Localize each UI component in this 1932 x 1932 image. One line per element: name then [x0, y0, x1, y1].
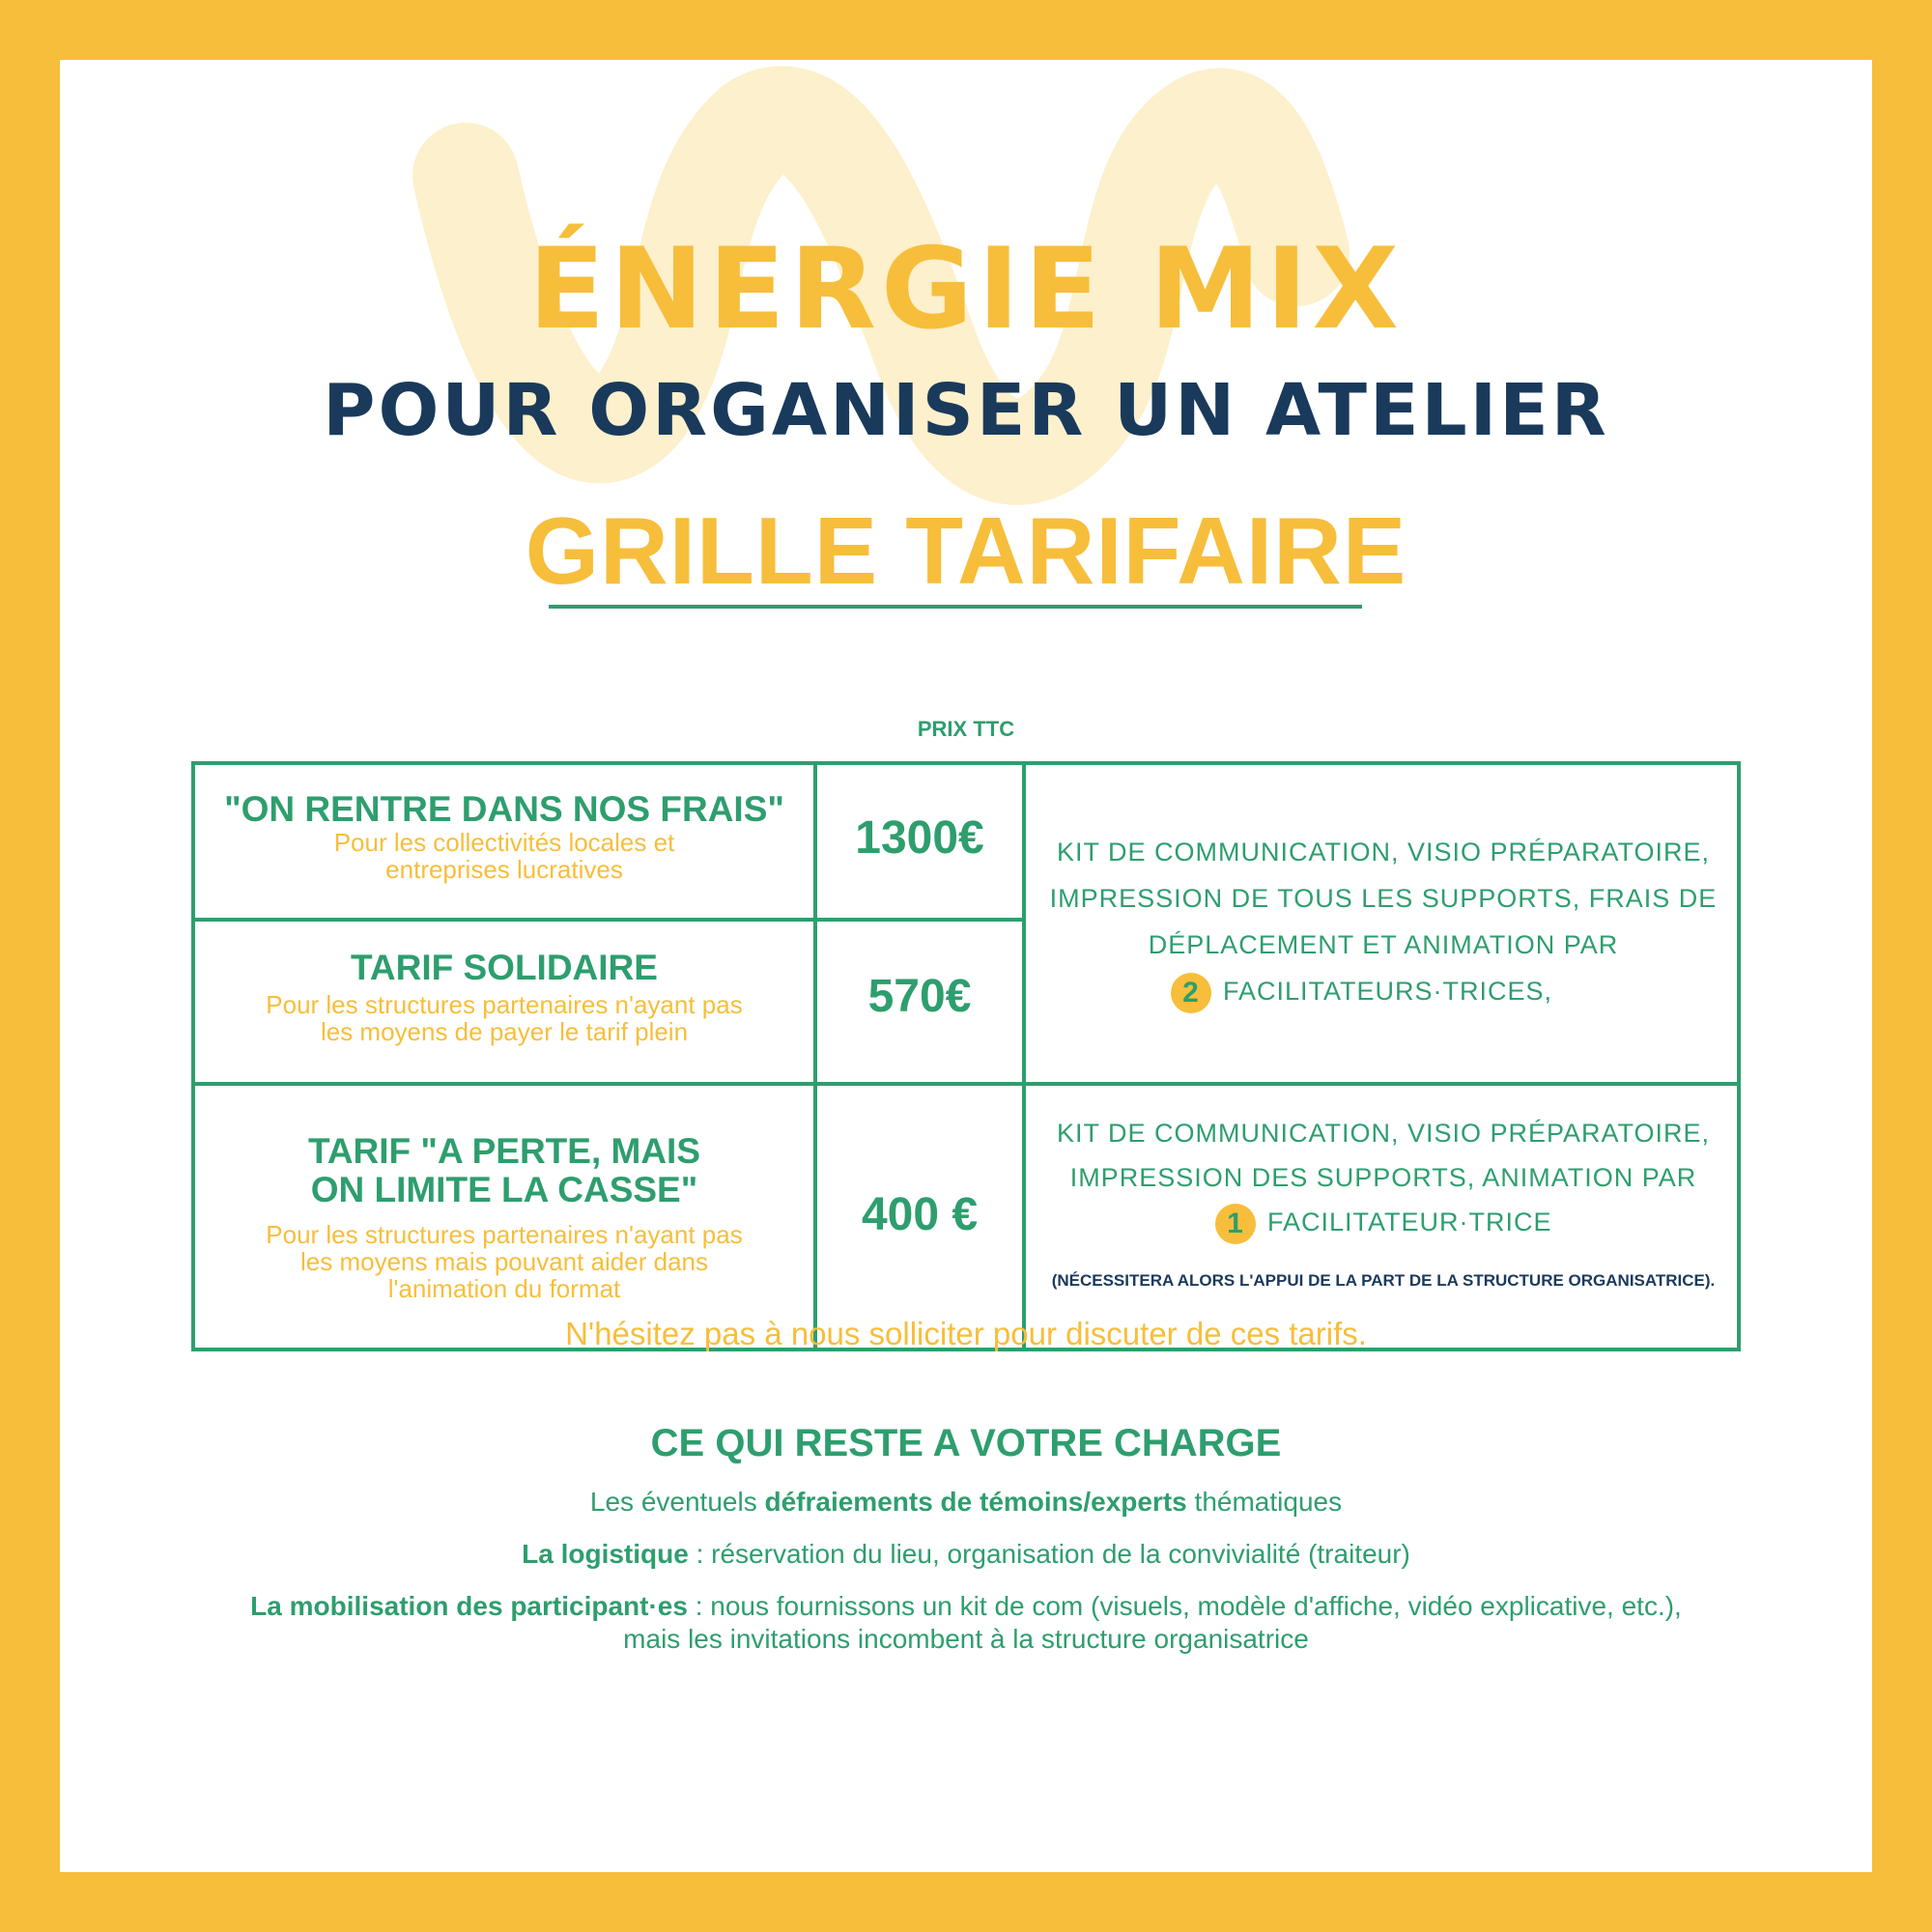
facilitator-label: FACILITATEURS·TRICES, [1223, 977, 1553, 1006]
charge-text: : nous fournissons un kit de com (visuels, modèle d'affiche, vidéo explicative, etc.), [687, 1591, 1682, 1621]
table-divider [195, 918, 1024, 922]
pricing-card [60, 60, 1872, 1872]
tier-desc: Pour les structures partenaires n'ayant pas [266, 990, 743, 1019]
contact-invitation: N'hésitez pas à nous solliciter pour discuter de ces tarifs. [565, 1316, 1367, 1351]
pricing-table [191, 761, 1741, 1351]
tier-solidarity [195, 949, 813, 1045]
inclusions-full [1026, 829, 1741, 1014]
charge-emphasis: La mobilisation des participant·es [250, 1591, 688, 1621]
tier-desc: entreprises lucratives [385, 855, 623, 884]
charge-item [60, 1590, 1872, 1656]
inclusion-line: IMPRESSION DES SUPPORTS, ANIMATION PAR [1069, 1163, 1697, 1192]
support-note: (NÉCESSITERA ALORS L'APPUI DE LA PART DE LA STRUCTURE ORGANISATRICE). [1051, 1271, 1716, 1290]
charges-title: CE QUI RESTE A VOTRE CHARGE [650, 1422, 1282, 1464]
charge-item [60, 1486, 1872, 1519]
charge-item [60, 1538, 1872, 1571]
price-full: 1300€ [855, 812, 984, 864]
charge-text: Les éventuels [589, 1487, 765, 1517]
tier-full [195, 790, 813, 883]
tier-title: "ON RENTRE DANS NOS FRAIS" [224, 789, 784, 829]
charge-text: thématiques [1186, 1487, 1343, 1517]
tier-desc: l'animation du format [387, 1274, 621, 1303]
inclusion-line: DÉPLACEMENT ET ANIMATION PAR [1148, 930, 1619, 959]
tier-desc: Pour les structures partenaires n'ayant pas [266, 1220, 743, 1249]
tier-desc: les moyens de payer le tarif plein [320, 1017, 689, 1046]
inclusion-line: KIT DE COMMUNICATION, VISIO PRÉPARATOIRE, [1056, 1119, 1711, 1148]
tier-title: ON LIMITE LA CASSE" [310, 1170, 698, 1209]
tier-desc: les moyens mais pouvant aider dans [299, 1247, 708, 1276]
inclusion-line: IMPRESSION DE TOUS LES SUPPORTS, FRAIS DE [1049, 884, 1718, 913]
section-title: GRILLE TARIFAIRE [525, 497, 1407, 604]
charge-text: mais les invitations incombent à la structure organisatrice [623, 1624, 1309, 1654]
table-divider [195, 1082, 1737, 1086]
facilitator-label: FACILITATEUR·TRICE [1267, 1208, 1552, 1236]
count-badge: 2 [1171, 973, 1211, 1013]
price-loss: 400 € [861, 1189, 979, 1240]
count-badge: 1 [1215, 1204, 1256, 1244]
charge-text: : réservation du lieu, organisation de la convivialité (traiteur) [688, 1539, 1410, 1569]
tier-loss [195, 1132, 813, 1302]
tier-title: TARIF SOLIDAIRE [351, 948, 658, 987]
brand-title: ÉNERGIE MIX [528, 224, 1404, 355]
facilitator-count [1026, 1200, 1741, 1244]
inclusions-loss [1026, 1111, 1741, 1291]
tier-title: TARIF "A PERTE, MAIS [307, 1131, 701, 1171]
facilitator-count [1026, 968, 1741, 1014]
charge-emphasis: défraiements de témoins/experts [764, 1487, 1187, 1517]
title-underline [549, 605, 1362, 609]
tier-desc: Pour les collectivités locales et [333, 828, 675, 857]
price-solidarity: 570€ [867, 971, 972, 1022]
price-note: PRIX TTC [917, 717, 1015, 741]
inclusion-line: KIT DE COMMUNICATION, VISIO PRÉPARATOIRE, [1056, 838, 1711, 867]
charge-emphasis: La logistique [522, 1539, 689, 1569]
subtitle: POUR ORGANISER UN ATELIER [323, 369, 1609, 452]
